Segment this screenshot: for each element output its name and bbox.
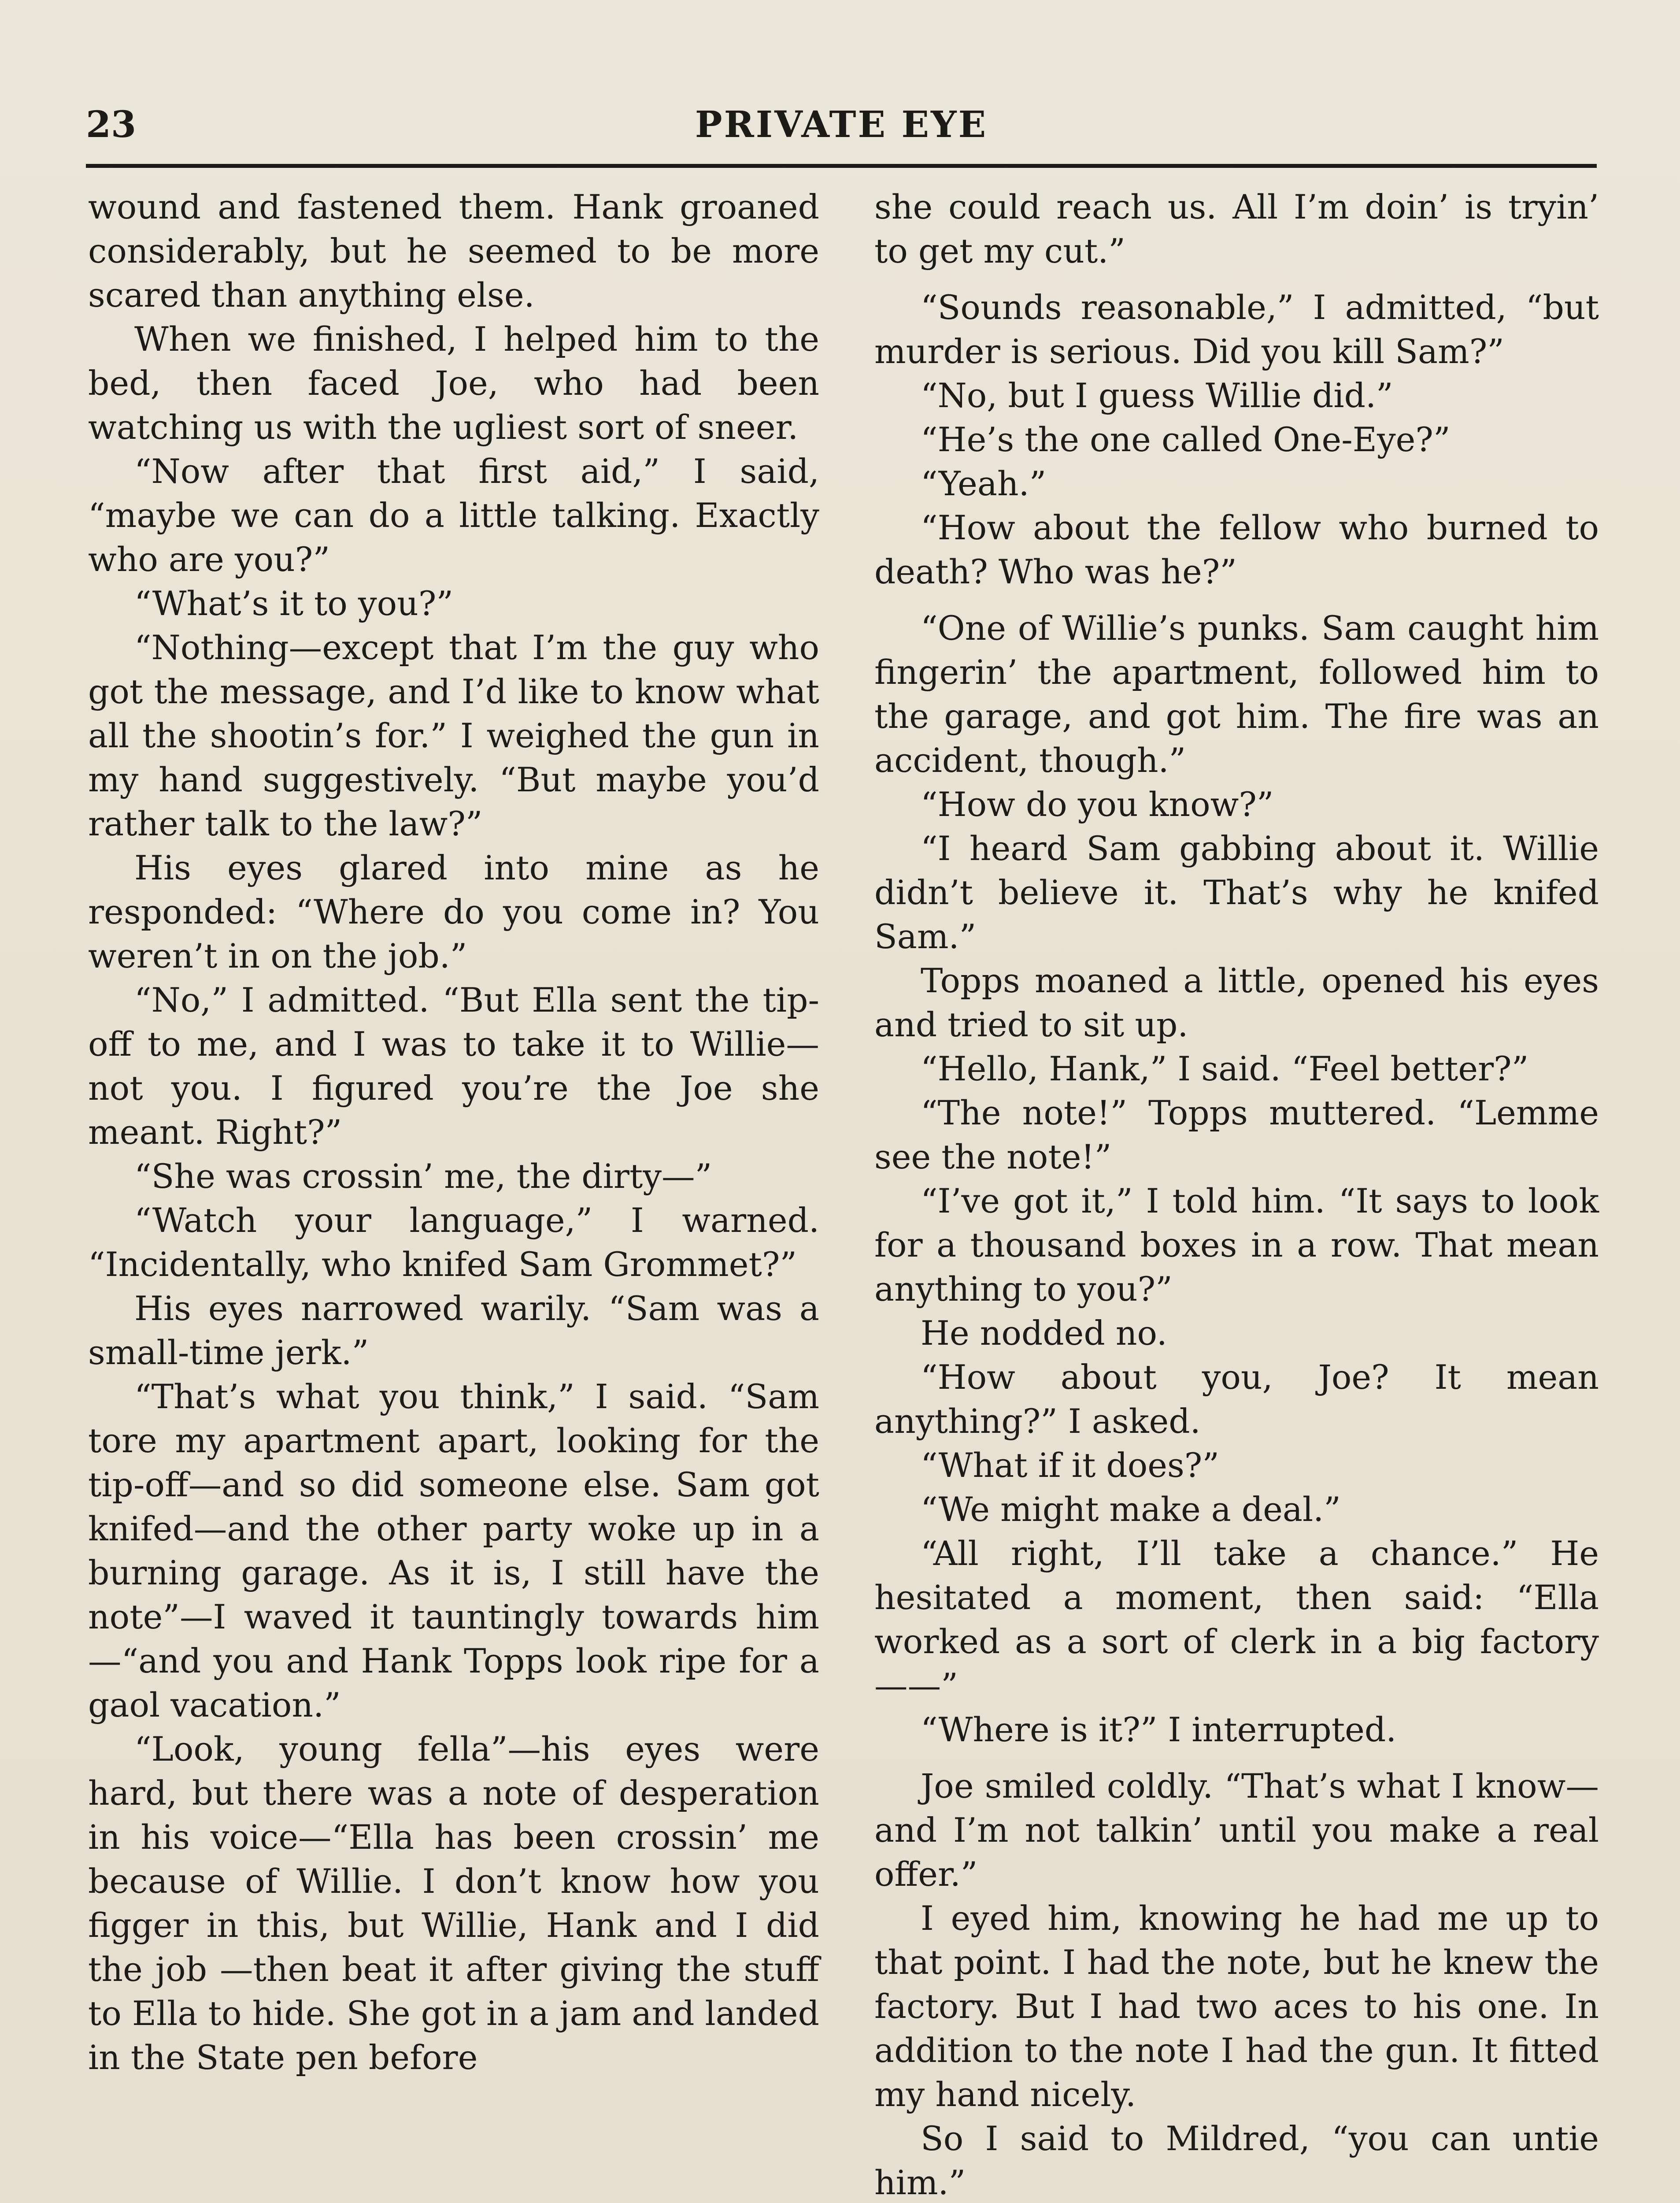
page-number: 23 bbox=[86, 104, 137, 146]
paragraph: “How about the fellow who burned to death? Who was he?” bbox=[874, 508, 1599, 591]
paragraph: wound and fastened them. Hank groaned considerably, but he seemed to be more scared than anything else. bbox=[88, 188, 819, 315]
paragraph: she could reach us. All I’m doin’ is tryin’ to get my cut.” bbox=[874, 188, 1599, 271]
paragraph: “We might make a deal.” bbox=[921, 1490, 1341, 1529]
header-rule bbox=[86, 164, 1597, 168]
paragraph: When we finished, I helped him to the bed, then faced Joe, who had been watching us with the ugliest sort of sneer. bbox=[88, 320, 819, 447]
paragraph: “Yeah.” bbox=[921, 464, 1047, 503]
paragraph: His eyes glared into mine as he responded: “Where do you come in? You weren’t in on the job.” bbox=[88, 849, 819, 975]
paragraph: “How about you, Joe? It mean anything?” I asked. bbox=[874, 1358, 1599, 1441]
paragraph: “What’s it to you?” bbox=[134, 584, 454, 623]
paragraph: “Look, young fella”—his eyes were hard, but there was a note of desperation in his voice—“Ella has been crossin’ me because of Willie. I don’t know how you figger in this, but Willie, Hank and I did the job —then beat it after giving the stuff to Ella to hide. She got in a jam and landed in the State pen before bbox=[88, 1730, 819, 2077]
paragraph: Topps moaned a little, opened his eyes and tried to sit up. bbox=[874, 961, 1599, 1044]
paragraph: “Sounds reasonable,” I admitted, “but murder is serious. Did you kill Sam?” bbox=[874, 288, 1599, 371]
paragraph: “Nothing—except that I’m the guy who got the message, and I’d like to know what all the shootin’s for.” I weighed the gun in my hand suggestively. “But maybe you’d rather talk to the law?” bbox=[88, 628, 819, 843]
paragraph: I eyed him, knowing he had me up to that point. I had the note, but he knew the factory. But I had two aces to his one. In addition to the note I had the gun. It fitted my hand nicely. bbox=[874, 1899, 1599, 2114]
paragraph: “She was crossin’ me, the dirty—” bbox=[134, 1157, 712, 1196]
paragraph: “I’ve got it,” I told him. “It says to look for a thousand boxes in a row. That mean anything to you?” bbox=[874, 1182, 1599, 1309]
paragraph: “One of Willie’s punks. Sam caught him fingerin’ the apartment, followed him to the garage, and got him. The fire was an accident, though.” bbox=[874, 609, 1599, 780]
paragraph: He nodded no. bbox=[921, 1314, 1167, 1353]
left-column bbox=[88, 185, 819, 2080]
paragraph: “He’s the one called One-Eye?” bbox=[921, 420, 1451, 459]
running-title: PRIVATE EYE bbox=[695, 104, 988, 146]
paragraph: “How do you know?” bbox=[921, 785, 1274, 824]
paragraph: “Now after that first aid,” I said, “maybe we can do a little talking. Exactly who are you?” bbox=[88, 452, 819, 579]
paragraph: His eyes narrowed warily. “Sam was a small-time jerk.” bbox=[88, 1289, 819, 1372]
page-header bbox=[86, 95, 1597, 148]
paragraph: “All right, I’ll take a chance.” He hesitated a moment, then said: “Ella worked as a sort of clerk in a big factory——” bbox=[874, 1534, 1599, 1705]
paragraph: Joe smiled coldly. “That’s what I know—and I’m not talkin’ until you make a real offer.” bbox=[874, 1767, 1599, 1894]
paragraph: “No, but I guess Willie did.” bbox=[921, 376, 1393, 415]
paragraph: “The note!” Topps muttered. “Lemme see the note!” bbox=[874, 1094, 1599, 1176]
paragraph: “Watch your language,” I warned. “Incidentally, who knifed Sam Grommet?” bbox=[88, 1201, 819, 1284]
paragraph: “No,” I admitted. “But Ella sent the tip-off to me, and I was to take it to Willie—not you. I figured you’re the Joe she meant. Right?” bbox=[88, 981, 819, 1152]
paragraph: “Hello, Hank,” I said. “Feel better?” bbox=[921, 1050, 1529, 1088]
paragraph: “That’s what you think,” I said. “Sam tore my apartment apart, looking for the tip-off—and so did someone else. Sam got knifed—and the other party woke up in a burning garage. As it is, I still have the note”—I waved it tauntingly towards him—“and you and Hank Topps look ripe for a gaol vacation.” bbox=[88, 1377, 819, 1725]
paragraph: “What if it does?” bbox=[921, 1446, 1219, 1485]
paragraph: So I said to Mildred, “you can untie him.” bbox=[874, 2119, 1599, 2202]
paragraph: “I heard Sam gabbing about it. Willie didn’t believe it. That’s why he knifed Sam.” bbox=[874, 829, 1599, 956]
right-column bbox=[874, 185, 1599, 2203]
paragraph: “Where is it?” I interrupted. bbox=[921, 1710, 1397, 1749]
